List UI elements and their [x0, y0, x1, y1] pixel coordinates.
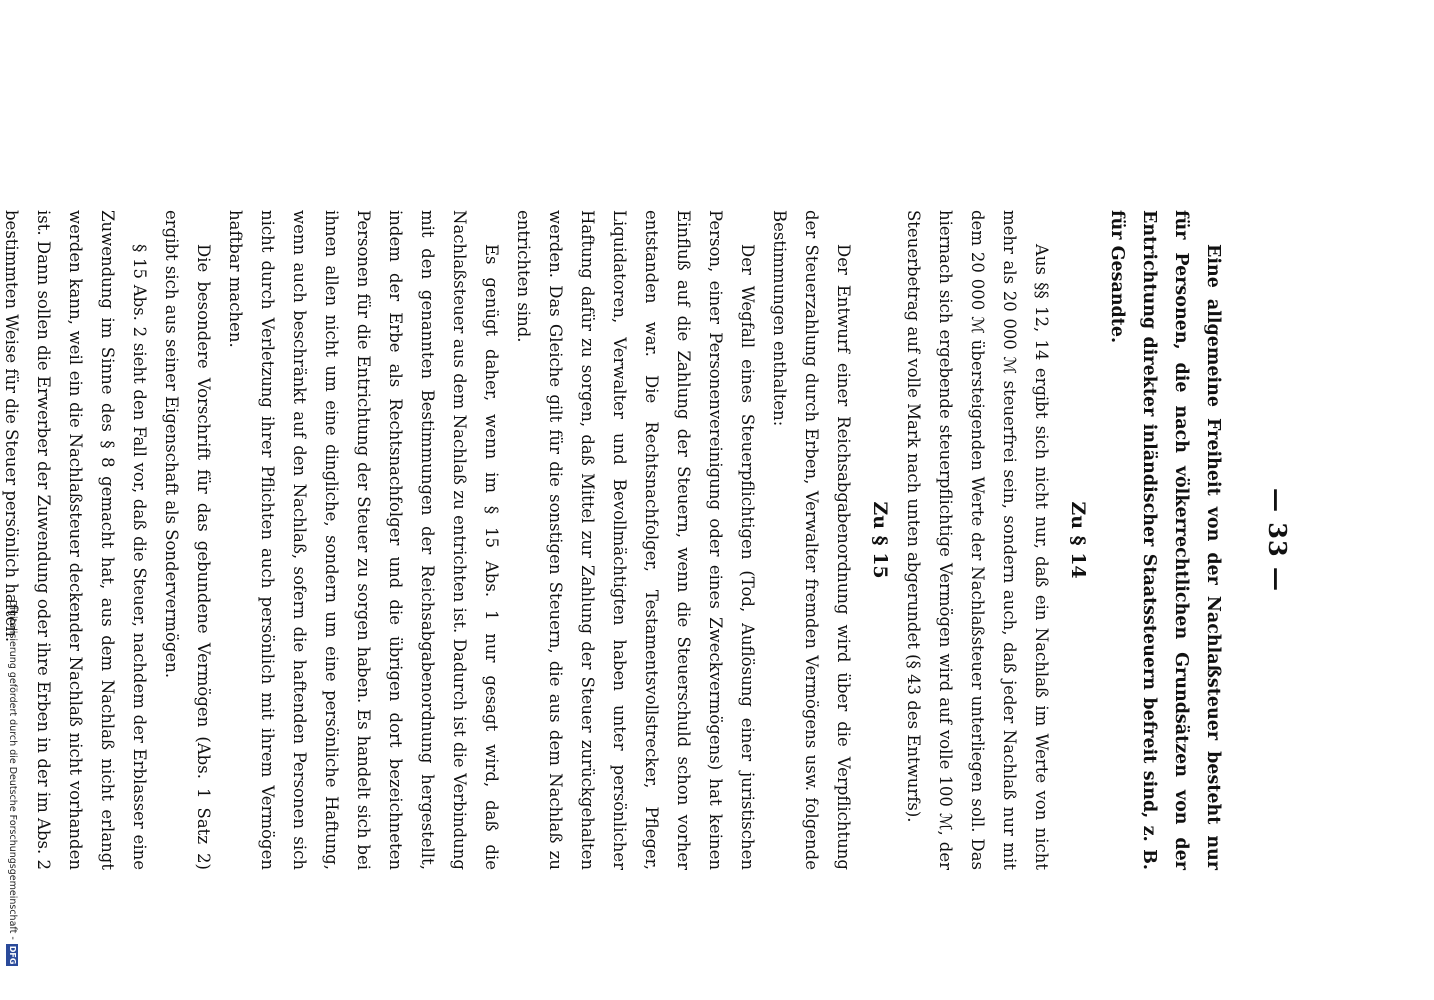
paragraph-draft-reichsabgabenordnung: Der Entwurf einer Reichsabgabenordnung wird über die Verpflichtung der Steuerzahlung durch Erben, Verwalter fremden Vermögens usw. folgende Bestimmungen enthalten: — [770, 210, 853, 870]
paragraph-exemption: Eine allgemeine Freiheit von der Nachlaßsteuer besteht nur für Personen, die nach völkerrechtlichen Grundsätzen von der Entrichtung direkter inländischer Staatssteuern befreit sind, z. B. für Gesandte. — [1107, 210, 1223, 870]
digitization-credit — [6, 600, 18, 990]
paragraph-wegfall: Der Wegfall eines Steuerpflichtigen (Tod, Auflösung einer juristischen Person, einer Personenvereinigung oder eines Zweckvermögens) hat keinen Einfluß auf die Zahlung der Steuern, wenn die Steuerschuld schon vorher entstanden war. Die Rechtsnachfolger, Testamentsvollstrecker, Pfleger, Liquidatoren, Verwalter und Bevollmächtigten haben unter persönlicher Haftung dafür zu sorgen, daß Mittel zur Zahlung der Steuer zurückgehalten werden. Das Gleiche gilt für die sonstigen Steuern, die aus dem Nachlaß zu entrichten sind. — [514, 210, 757, 870]
paragraph-gebundenes-vermoegen: Die besondere Vorschrift für das gebundene Vermögen (Abs. 1 Satz 2) ergibt sich aus seiner Eigenschaft als Sondervermögen. — [162, 210, 213, 870]
section-heading-15: Zu § 15 — [869, 501, 891, 579]
page-number-header: — 33 — — [1263, 487, 1292, 593]
paragraph-es-genuegt: Es genügt daher, wenn im § 15 Abs. 1 nur gesagt wird, daß die Nachlaßsteuer aus dem Nachlaß zu entrichten ist. Dadurch ist die Verbindung mit den genannten Bestimmungen der Reichsabgabenordnung hergestellt, indem der Erbe als Rechtsnachfolger und die übrigen dort bezeichneten Personen für die Entrichtung der Steuer zu sorgen haben. Es handelt sich bei ihnen allen nicht um eine dingliche, sondern um eine persönliche Haftung, wenn auch beschränkt auf den Nachlaß, sofern die haftenden Personen sich nicht durch Verletzung ihrer Pflichten auch persönlich mit ihrem Vermögen haftbar machen. — [226, 210, 501, 870]
dfg-logo: DFG — [8, 945, 17, 965]
paragraph-section-14: Aus §§ 12, 14 ergibt sich nicht nur, daß ein Nachlaß im Werte von nicht mehr als 20 000 ℳ steuerfrei sein, sondern auch, daß jeder Nachlaß nur mit dem 20 000 ℳ übersteigenden Werte der Nachlaßsteuer unterliegen soll. Das hiernach sich ergebende steuerpflichtige Vermögen wird auf volle 100 ℳ, der Steuerbetrag auf volle Mark nach unten abgerundet (§ 43 des Entwurfs). — [904, 210, 1051, 870]
credit-text: Digitalisierung gefördert durch die Deutsche Forschungsgemeinschaft - — [7, 600, 18, 940]
paragraph-abs-2: § 15 Abs. 2 sieht den Fall vor, daß die Steuer, nachdem der Erblasser eine Zuwendung im Sinne des § 8 gemacht hat, aus dem Nachlaß nicht erlangt werden kann, weil ein die Nachlaßsteuer deckender Nachlaß nicht vorhanden ist. Dann sollen die Erwerber der Zuwendung oder ihre Erben in der im Abs. 2 bestimmten Weise für die Steuer persönlich haften. — [2, 210, 149, 870]
section-heading-14: Zu § 14 — [1067, 501, 1089, 579]
